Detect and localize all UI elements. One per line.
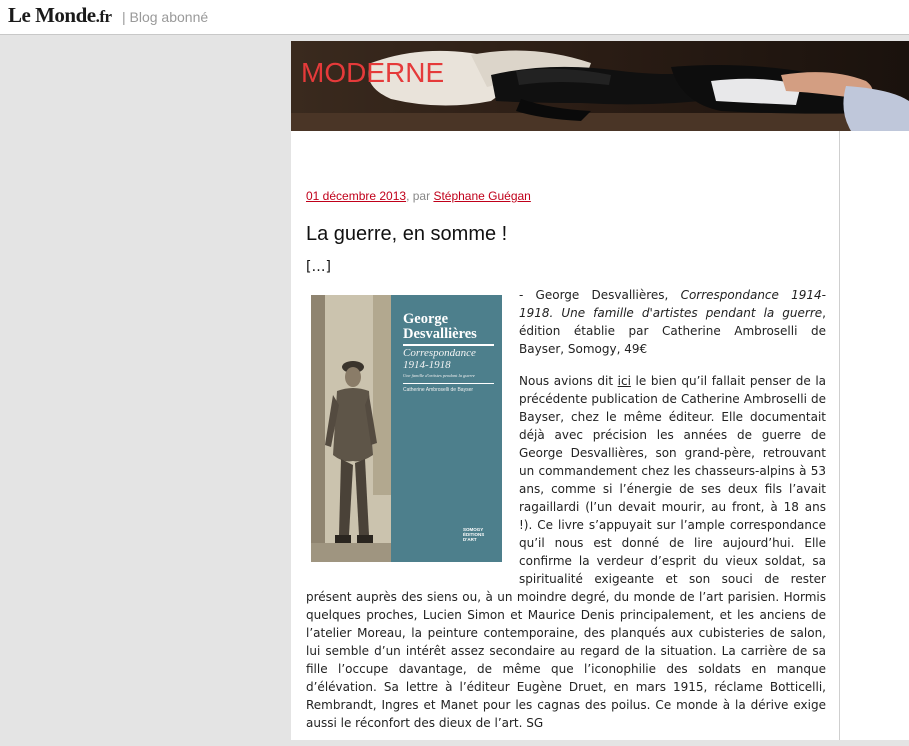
le-monde-logo[interactable] <box>8 3 112 28</box>
cover-title-line1: Correspondance <box>403 347 476 359</box>
logo-suffix: .fr <box>95 7 112 26</box>
cover-float-spacer <box>306 286 519 578</box>
cover-subtitle: Une famille d'artistes pendant la guerre <box>403 373 475 378</box>
blog-title-link[interactable]: MODERNE <box>301 57 445 88</box>
top-bar <box>0 0 909 35</box>
ici-link[interactable]: ici <box>617 374 631 388</box>
post-date-link[interactable]: 01 décembre 2013 <box>306 189 407 203</box>
author-link[interactable]: Stéphane Guégan <box>433 189 531 203</box>
post-byline <box>306 189 531 203</box>
cover-author: George Desvallières <box>403 311 477 342</box>
article-body <box>306 286 826 746</box>
post-content <box>291 131 840 740</box>
byline-separator: , par <box>406 189 434 203</box>
ref-suffix: , édition établie par Catherine Ambroselli de Bayser, Somogy, 49€ <box>519 306 826 356</box>
cover-editor: Catherine Ambroselli de Bayser <box>403 387 474 393</box>
right-margin <box>840 131 909 740</box>
blog-abonne-label: | Blog abonné <box>122 9 209 25</box>
post-title: La guerre, en somme ! <box>306 223 508 245</box>
blog-banner <box>291 41 909 131</box>
body-after-link: le bien qu’il fallait penser de la précédente publication de Catherine Ambroselli de Bayser, chez le même éditeur. Elle documentait déjà avec précision les années de guerre de George Desvallières, son grand-père, retrouvant un commandement chez les chasseurs-alpins à 53 ans, comme si l’énergie de ses deux fils l’avait ragaillardi (l’un devait mourir, au front, à 18 ans !). Ce livre s’appuyait sur l’ample correspondance qu’il nous est donné de lire aujourd’hui. Elle confirme la verdeur d’esprit du vieux soldat, sa spiritualité exigeante et son souci de rester présent auprès des siens ou, à un moindre degré, du monde de l’art parisien. Hormis quelques proches, Lucien Simon et Maurice Denis principalement, et les anciens de l’atelier Moreau, la peinture contemporaine, des planqués aux cubisteries de salon, lui semble d’un intérêt assez secondaire au regard de la situation. La carrière de sa fille l’occupe davantage, de même que l’iconophilie des soldats en manque d’élévation. Sa lettre à l’éditeur Eugène Druet, en mars 1915, réclame Botticelli, Rembrandt, Ingres et Manet pour les cagnas des poilus. Ce monde à la dérive exige aussi le réconfort des dieux de l’art. SG <box>306 374 827 730</box>
logo-text: Le Monde <box>8 3 96 27</box>
ref-prefix: - George Desvallières, <box>519 288 681 302</box>
cover-title-line2: 1914-1918 <box>403 359 451 371</box>
cover-publisher-logo: SOMOGY ÉDITIONS D'ART <box>463 527 485 542</box>
post-ellipsis: […] <box>306 259 331 275</box>
ref-title: Correspondance 1914-1918. Une famille d'artistes pendant la guerre <box>519 288 826 320</box>
body-before-link: Nous avions dit <box>519 374 618 388</box>
